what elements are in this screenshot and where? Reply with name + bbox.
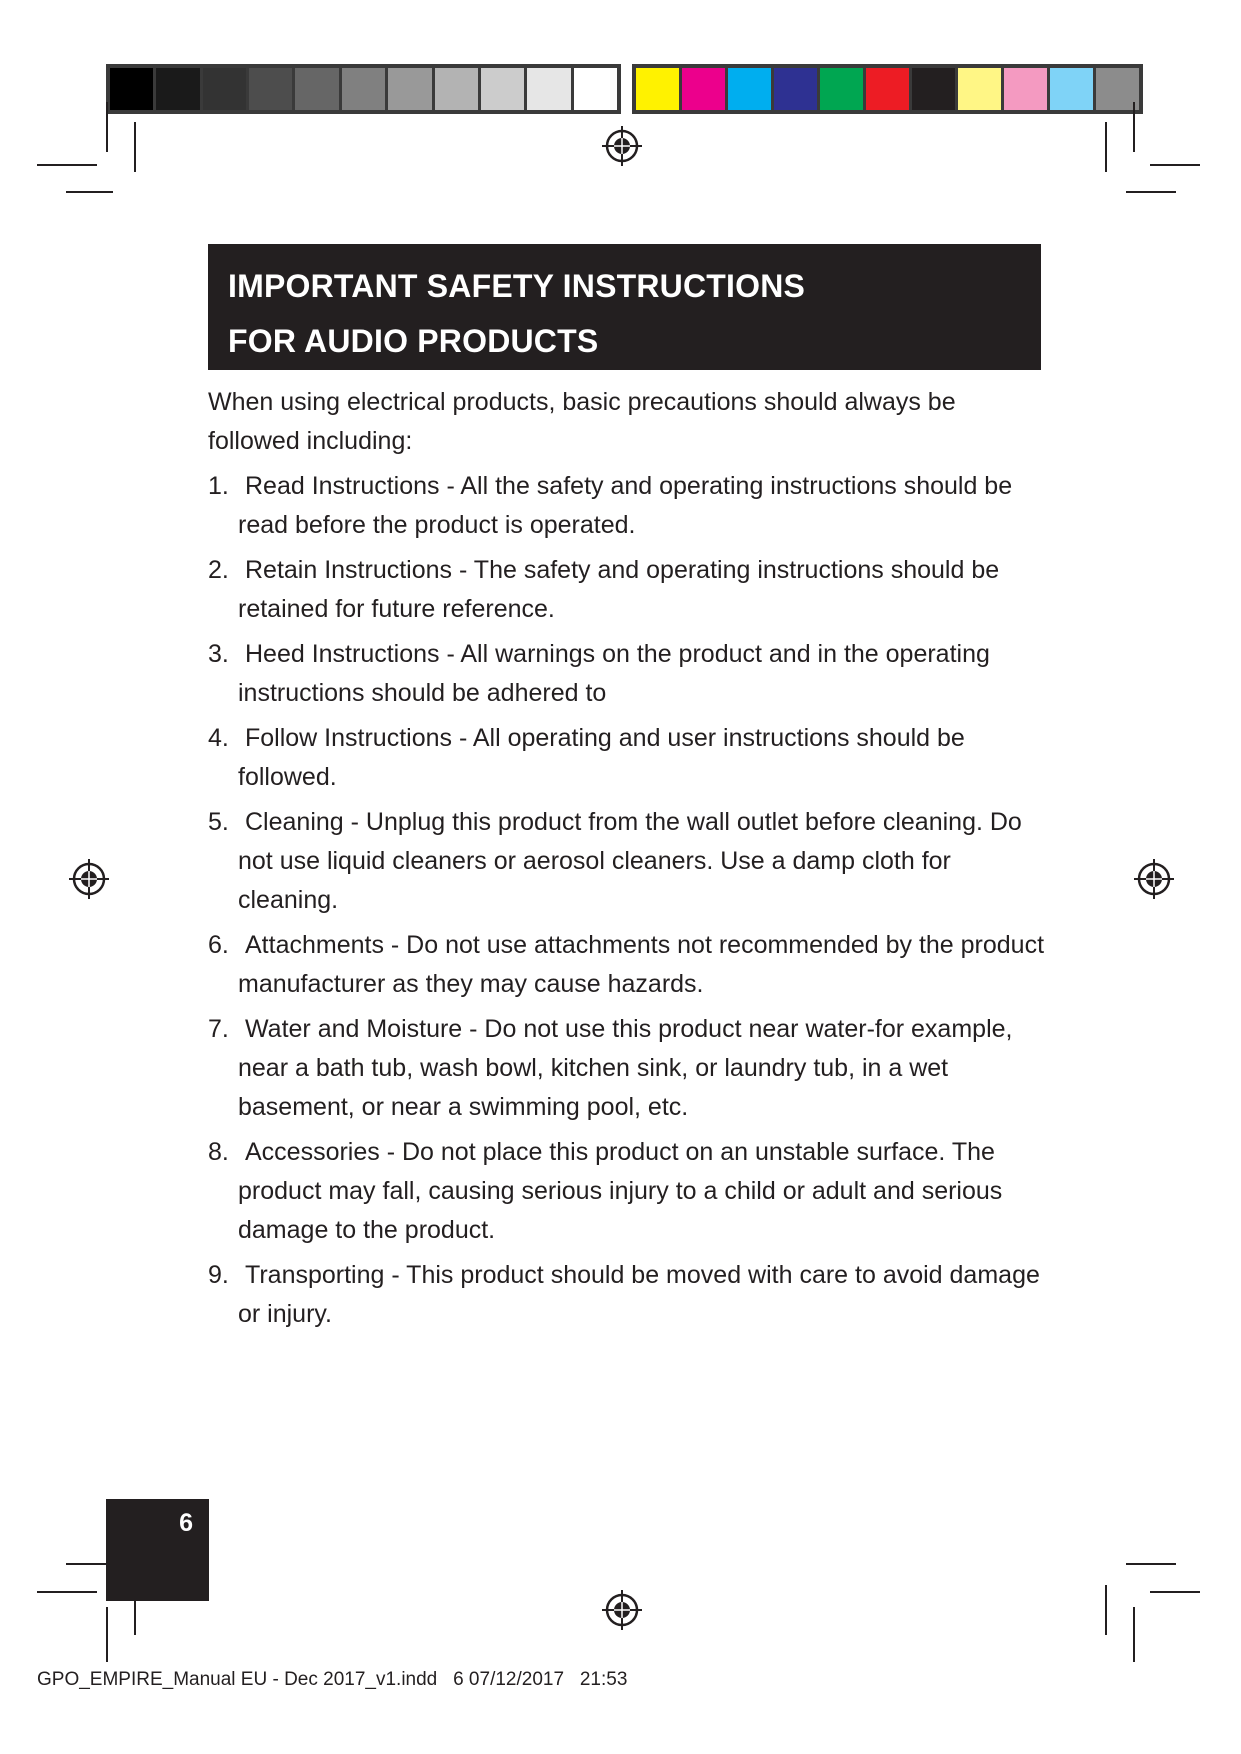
section-title-band [208,244,1041,370]
crop-mark [134,122,136,172]
registration-mark-icon [68,858,110,900]
list-item-text: Accessories - Do not place this product on an unstable surface. The product may fall, causing serious injury to a child or adult and serious damage to the product. [238,1138,1003,1244]
list-item-number: 3. [208,640,229,668]
list-item-text: Cleaning - Unplug this product from the wall outlet before cleaning. Do not use liquid cleaners or aerosol cleaners. Use a damp cloth for cleaning. [238,808,1022,914]
list-item-text: Heed Instructions - All warnings on the product and in the operating instructions should be adhered to [238,640,990,707]
color-swatch [435,68,478,110]
list-item-number: 6. [208,931,229,959]
color-swatch [820,68,863,110]
page-number: 6 [179,1509,193,1537]
list-item-number: 7. [208,1015,229,1043]
intro-paragraph: When using electrical products, basic precautions should always be followed including: [208,388,956,455]
registration-mark-icon [1133,858,1175,900]
color-swatch [342,68,385,110]
crop-mark [1105,1585,1107,1635]
color-swatch [912,68,955,110]
crop-mark [1105,122,1107,172]
crop-mark [1126,191,1176,193]
list-item-text: Read Instructions - All the safety and operating instructions should be read before the product is operated. [238,472,1013,539]
process-color-bar [632,64,1143,114]
list-item-text: Retain Instructions - The safety and operating instructions should be retained for future reference. [238,556,1000,623]
color-swatch [110,68,153,110]
list-item-text: Attachments - Do not use attachments not recommended by the product manufacturer as they may cause hazards. [238,931,1045,998]
list-item [208,1256,1048,1334]
print-slug: GPO_EMPIRE_Manual EU - Dec 2017_v1.indd 6 07/12/2017 21:53 [37,1669,628,1690]
color-swatch [574,68,617,110]
list-item-text: Water and Moisture - Do not use this product near water-for example, near a bath tub, wash bowl, kitchen sink, or laundry tub, in a wet basement, or near a swimming pool, etc. [238,1015,1013,1121]
color-swatch [728,68,771,110]
color-swatch [866,68,909,110]
color-swatch [527,68,570,110]
page-title: IMPORTANT SAFETY INSTRUCTIONS [228,268,806,304]
list-item [208,635,1048,713]
color-swatch [481,68,524,110]
page-subtitle: FOR AUDIO PRODUCTS [228,323,599,359]
crop-mark [37,1591,97,1593]
color-swatch [636,68,679,110]
registration-mark-icon [601,125,643,167]
instructions-body [208,383,1048,1340]
list-item [208,551,1048,629]
list-item [208,1133,1048,1250]
color-swatch [295,68,338,110]
crop-mark [66,191,113,193]
list-item-text: Follow Instructions - All operating and user instructions should be followed. [238,724,965,791]
list-item [208,719,1048,797]
color-swatch [1050,68,1093,110]
crop-mark [1150,1591,1200,1593]
registration-mark-icon [601,1589,643,1631]
color-swatch [958,68,1001,110]
instruction-list [208,467,1048,1334]
list-item-number: 9. [208,1261,229,1289]
crop-mark [106,1607,108,1662]
color-swatch [774,68,817,110]
list-item-number: 8. [208,1138,229,1166]
grayscale-color-bar [106,64,621,114]
color-swatch [156,68,199,110]
list-item-number: 4. [208,724,229,752]
page-number-box [106,1499,209,1601]
list-item-number: 5. [208,808,229,836]
crop-mark [1150,164,1200,166]
list-item-text: Transporting - This product should be moved with care to avoid damage or injury. [238,1261,1040,1328]
crop-mark [106,102,108,152]
crop-mark [1133,102,1135,152]
crop-mark [1126,1563,1176,1565]
color-swatch [682,68,725,110]
list-item [208,803,1048,920]
list-item [208,1010,1048,1127]
color-swatch [388,68,431,110]
color-swatch [203,68,246,110]
crop-mark [1133,1607,1135,1662]
list-item-number: 1. [208,472,229,500]
list-item [208,926,1048,1004]
crop-mark [37,164,97,166]
list-item [208,467,1048,545]
color-swatch [249,68,292,110]
list-item-number: 2. [208,556,229,584]
color-swatch [1004,68,1047,110]
